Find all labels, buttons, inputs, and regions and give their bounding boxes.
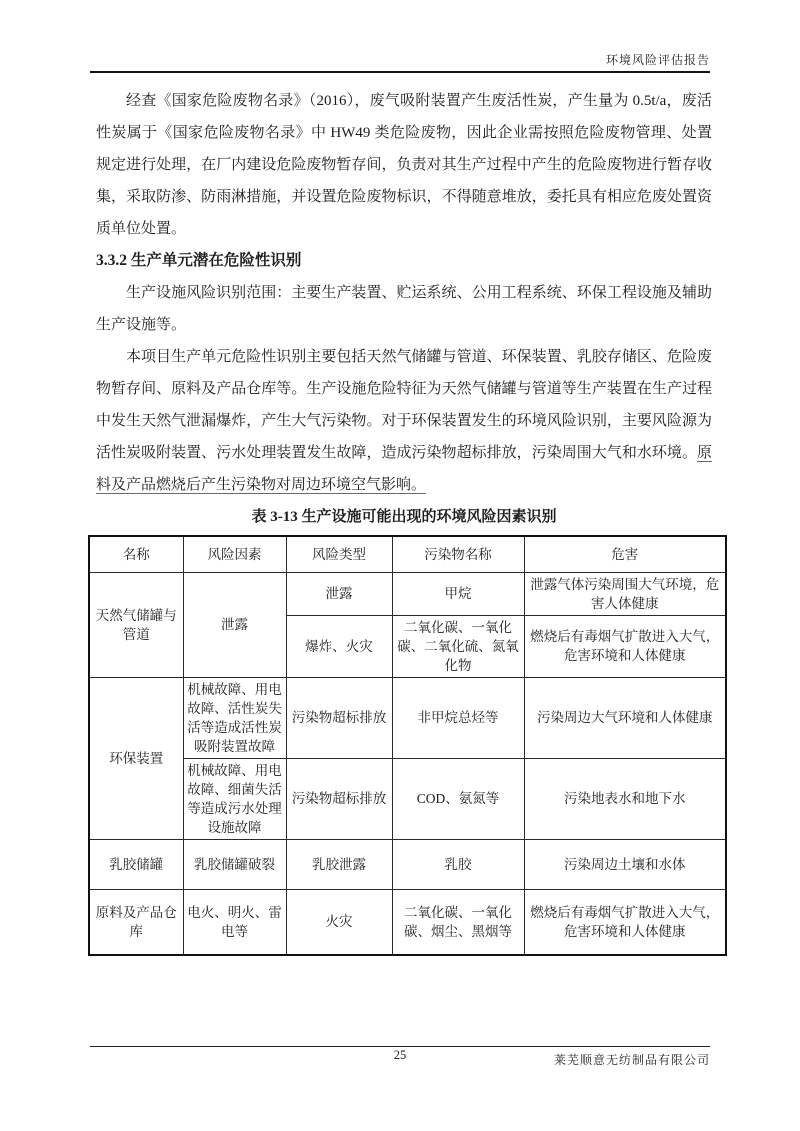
cell-name-env-protection-device: 环保装置 bbox=[89, 677, 183, 839]
cell-type-explosion-fire: 爆炸、火灾 bbox=[286, 615, 392, 677]
cell-hazard-toxic-smoke: 燃烧后有毒烟气扩散进入大气，危害环境和人体健康 bbox=[524, 615, 726, 677]
column-header-name: 名称 bbox=[89, 536, 183, 572]
cell-name-latex-tank: 乳胶储罐 bbox=[89, 839, 183, 889]
cell-pollutant-latex: 乳胶 bbox=[392, 839, 524, 889]
table-row bbox=[89, 572, 726, 615]
paragraph-hazardous-waste: 经查《国家危险废物名录》（2016），废气吸附装置产生废活性炭，产生量为 0.5t/a，废活性炭属于《国家危险废物名录》中 HW49 类危险废物，因此企业需按照危险废物管理、处置规定进行处理，在厂内建设危险废物暂存间，负责对其生产过程中产生的危险废物进行暂存收集，采取防渗、防雨淋措施，并设置危险废物标识，不得随意堆放，委托具有相应危废处置资质单位处置。 bbox=[96, 93, 712, 237]
document-body bbox=[95, 85, 720, 956]
cell-type-leak: 泄露 bbox=[286, 572, 392, 615]
cell-pollutant-methane: 甲烷 bbox=[392, 572, 524, 615]
cell-factor-sparks: 电火、明火、雷电等 bbox=[183, 889, 286, 955]
cell-pollutant-cod-ammonia: COD、氨氮等 bbox=[392, 758, 524, 839]
cell-type-fire: 火灾 bbox=[286, 889, 392, 955]
cell-hazard-soil-water: 污染周边土壤和水体 bbox=[524, 839, 726, 889]
cell-pollutant-smoke-dust: 二氧化碳、一氧化碳、烟尘、黑烟等 bbox=[392, 889, 524, 955]
footer-rule bbox=[90, 1046, 710, 1047]
cell-type-latex-leak: 乳胶泄露 bbox=[286, 839, 392, 889]
cell-pollutant-combustion-gases: 二氧化碳、一氧化碳、二氧化硫、氮氧化物 bbox=[392, 615, 524, 677]
cell-type-over-discharge-1: 污染物超标排放 bbox=[286, 677, 392, 758]
column-header-risk-factor: 风险因素 bbox=[183, 536, 286, 572]
table-row bbox=[89, 677, 726, 758]
table-caption: 表 3-13 生产设施可能出现的环境风险因素识别 bbox=[251, 509, 557, 525]
cell-type-over-discharge-2: 污染物超标排放 bbox=[286, 758, 392, 839]
paragraph-unit-risk bbox=[96, 341, 712, 501]
header-rule bbox=[90, 71, 710, 73]
paragraph-risk-scope: 生产设施风险识别范围：主要生产装置、贮运系统、公用工程系统、环保工程设施及辅助生产设施等。 bbox=[96, 285, 712, 333]
column-header-hazard: 危害 bbox=[524, 536, 726, 572]
cell-hazard-toxic-smoke-2: 燃烧后有毒烟气扩散进入大气，危害环境和人体健康 bbox=[524, 889, 726, 955]
paragraph-unit-risk-main: 本项目生产单元危险性识别主要包括天然气储罐与管道、环保装置、乳胶存储区、危险废物暂存间、原料及产品仓库等。生产设施危险特征为天然气储罐与管道等生产装置在生产过程中发生天然气泄漏爆炸，产生大气污染物。对于环保装置发生的环境风险识别，主要风险源为活性炭吸附装置、污水处理装置发生故障，造成污染物超标排放，污染周围大气和水环境。 bbox=[96, 349, 712, 461]
cell-name-warehouse: 原料及产品仓库 bbox=[89, 889, 183, 955]
table-row bbox=[89, 758, 726, 839]
footer-company-name: 莱芜顺意无纺制品有限公司 bbox=[553, 1053, 710, 1067]
table-row bbox=[89, 889, 726, 955]
cell-factor-leak: 泄露 bbox=[183, 572, 286, 677]
section-heading-3-3-2: 3.3.2 生产单元潜在危险性识别 bbox=[96, 252, 302, 269]
cell-factor-carbon-adsorption-failure: 机械故障、用电故障、活性炭失活等造成活性炭吸附装置故障 bbox=[183, 677, 286, 758]
cell-hazard-air-health: 污染周边大气环境和人体健康 bbox=[524, 677, 726, 758]
cell-pollutant-nmhc: 非甲烷总烃等 bbox=[392, 677, 524, 758]
page-header-title: 环境风险评估报告 bbox=[605, 53, 710, 67]
column-header-risk-type: 风险类型 bbox=[286, 536, 392, 572]
table-header-row bbox=[89, 536, 726, 572]
cell-hazard-water: 污染地表水和地下水 bbox=[524, 758, 726, 839]
page-number: 25 bbox=[393, 1048, 407, 1062]
column-header-pollutant: 污染物名称 bbox=[392, 536, 524, 572]
cell-factor-tank-rupture: 乳胶储罐破裂 bbox=[183, 839, 286, 889]
cell-hazard-leak-gas: 泄露气体污染周围大气环境，危害人体健康 bbox=[524, 572, 726, 615]
cell-name-gas-tank: 天然气储罐与管道 bbox=[89, 572, 183, 677]
cell-factor-sewage-failure: 机械故障、用电故障、细菌失活等造成污水处理设施故障 bbox=[183, 758, 286, 839]
table-row bbox=[89, 839, 726, 889]
risk-factor-table bbox=[88, 535, 727, 956]
paragraph-unit-risk-underlined: 原料及产品燃烧后产生污染物对周边环境空气影响。 bbox=[96, 445, 712, 493]
